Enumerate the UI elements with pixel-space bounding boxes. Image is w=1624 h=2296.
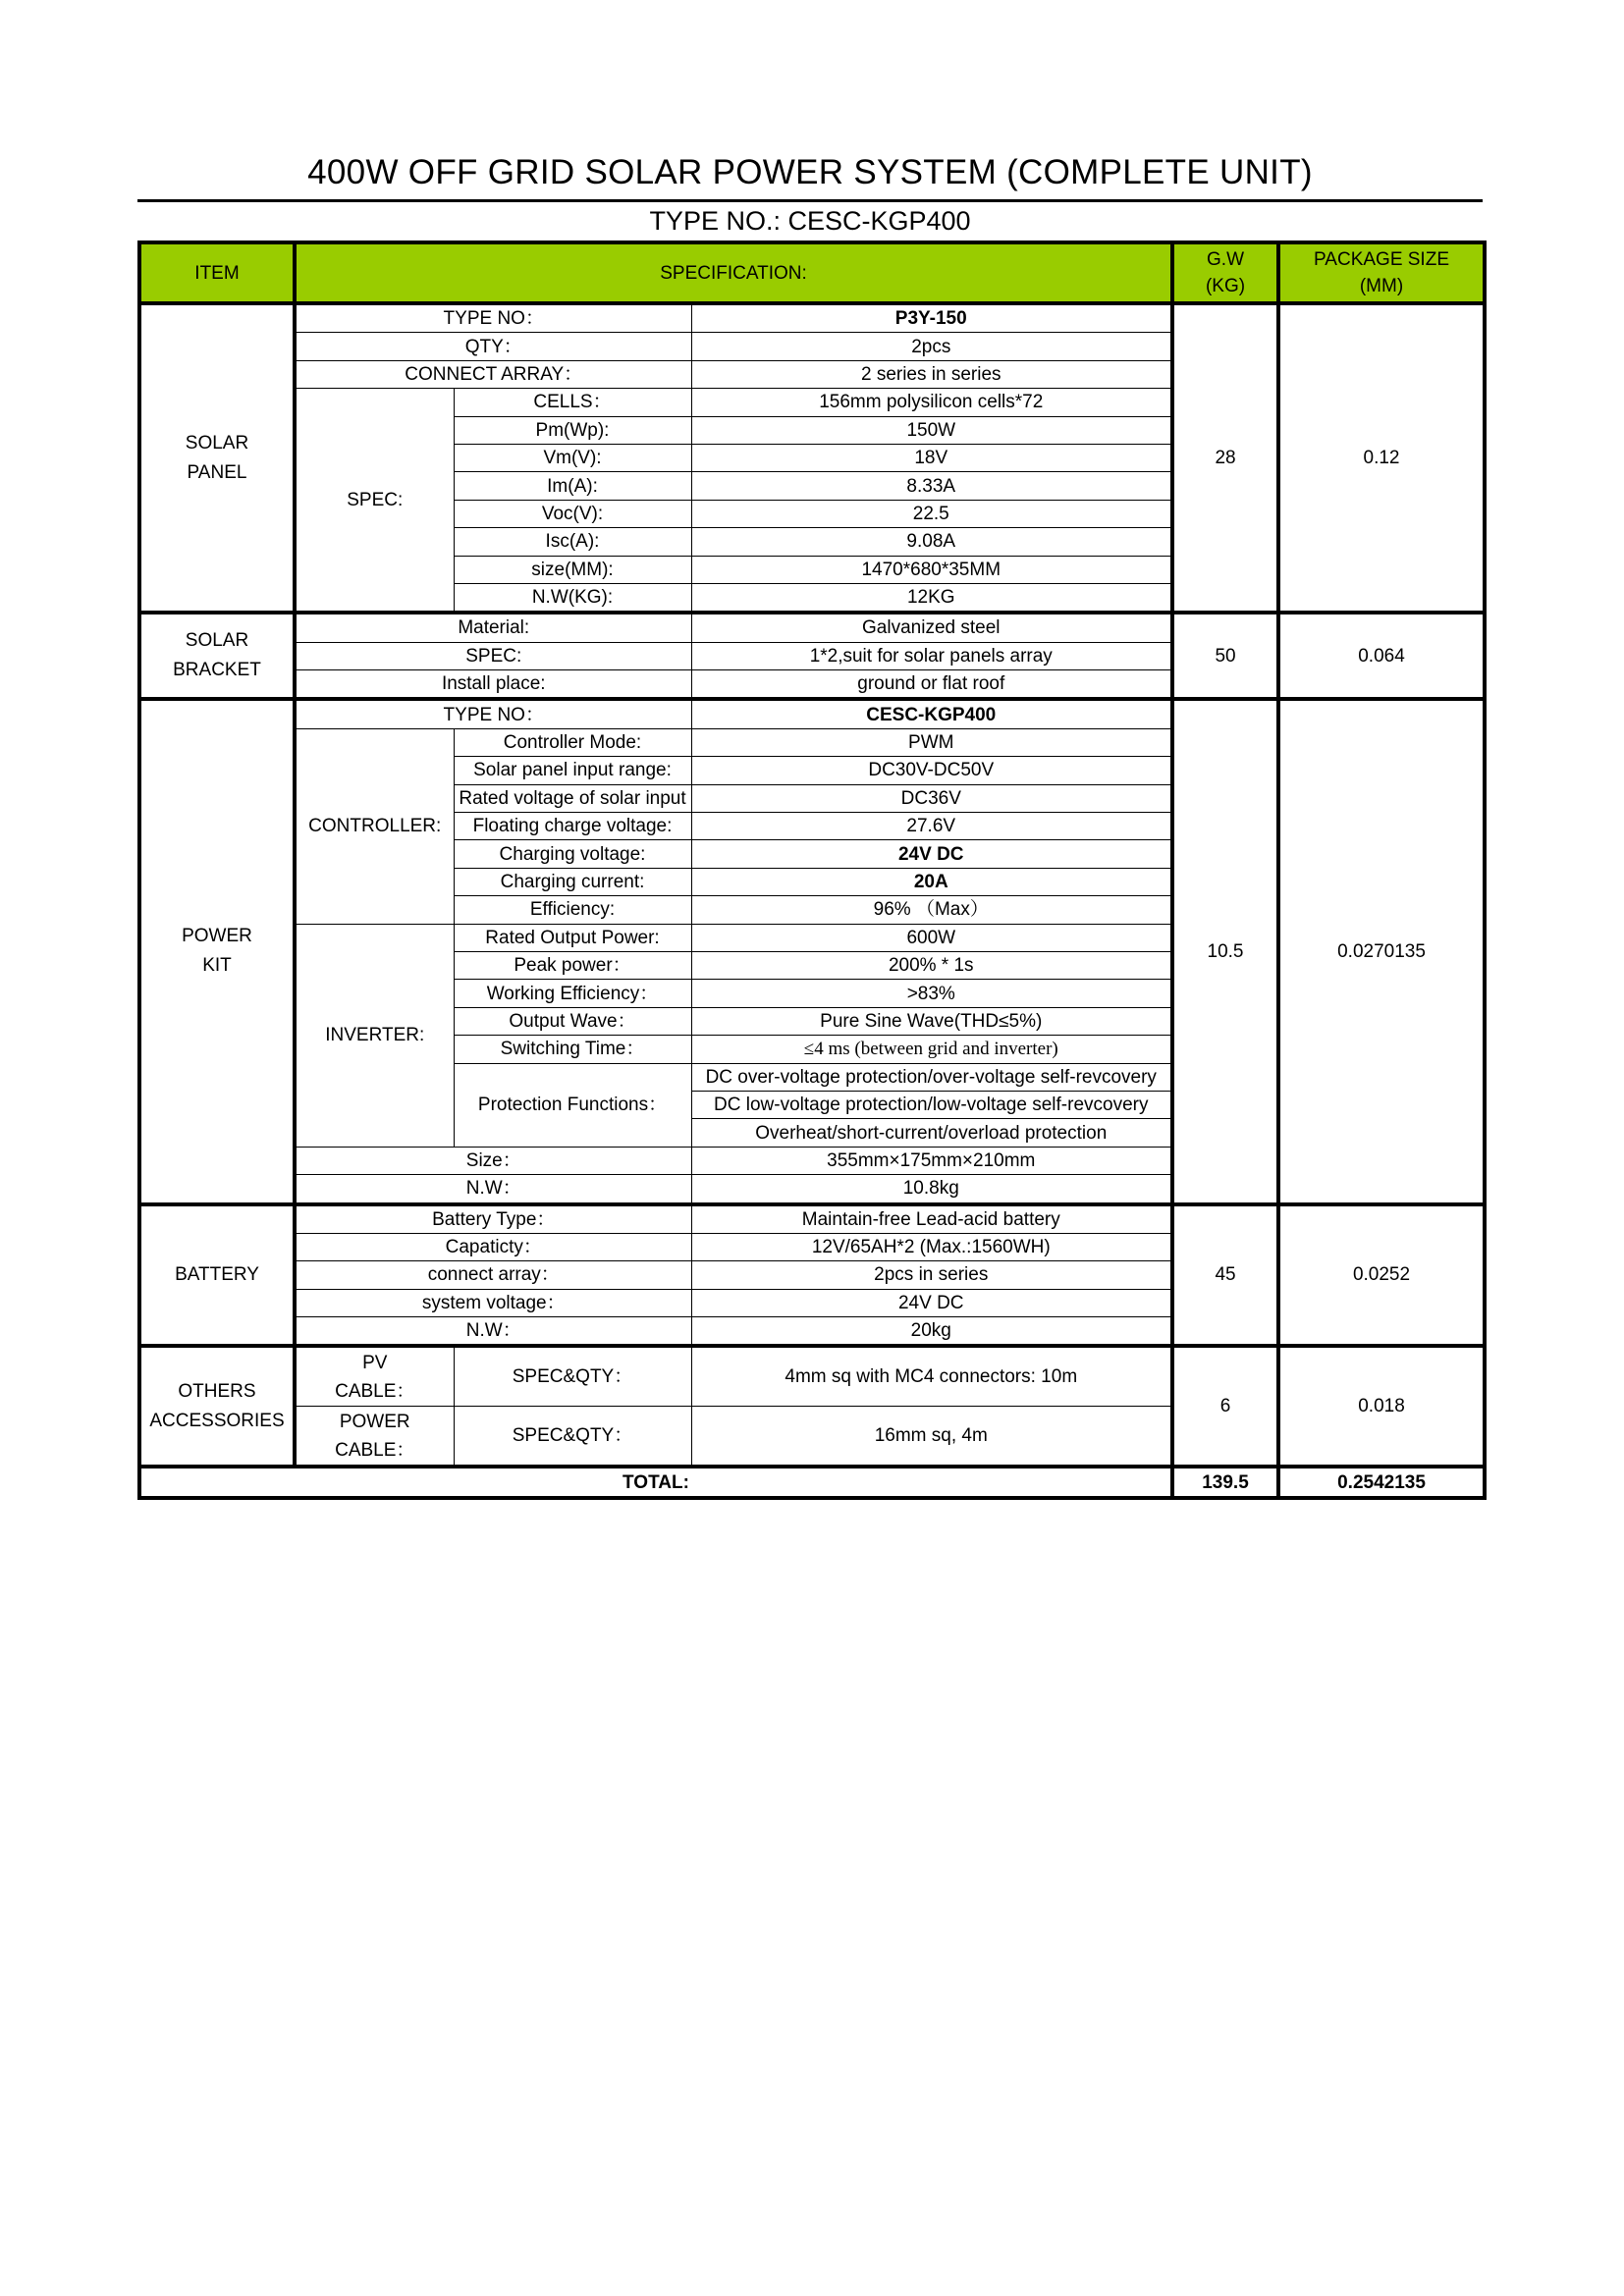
spec-value: 27.6V — [691, 813, 1172, 840]
spec-label: size(MM): — [454, 556, 691, 583]
spec-label: Voc(V): — [454, 500, 691, 527]
header-pkg-line2: (MM) — [1359, 276, 1404, 296]
spec-value: 200% * 1s — [691, 951, 1172, 979]
power-cable-label — [295, 1407, 454, 1468]
others-gross-weight: 6 — [1172, 1346, 1278, 1467]
spec-label: Switching Time： — [454, 1036, 691, 1063]
spec-label: system voltage： — [295, 1289, 691, 1316]
solar-panel-package-size: 0.12 — [1278, 303, 1485, 613]
spec-label: Solar panel input range: — [454, 757, 691, 784]
pv-cable-label — [295, 1346, 454, 1407]
total-label: TOTAL: — [139, 1467, 1172, 1498]
spec-label: Isc(A): — [454, 528, 691, 556]
spec-value: 12V/65AH*2 (Max.:1560WH) — [691, 1233, 1172, 1260]
header-package-size — [1278, 242, 1485, 303]
section-others-accessories — [139, 1346, 295, 1467]
solar-panel-spec-group: SPEC: — [295, 389, 454, 614]
spec-value: 1470*680*35MM — [691, 556, 1172, 583]
spec-value: 600W — [691, 924, 1172, 951]
spec-value: 2 series in series — [691, 360, 1172, 388]
spec-value: 156mm polysilicon cells*72 — [691, 389, 1172, 416]
spec-label: Capaticty： — [295, 1233, 691, 1260]
table-row — [139, 699, 1485, 728]
spec-label: Rated voltage of solar input — [454, 784, 691, 812]
solar-panel-label-line1: SOLAR — [185, 432, 249, 454]
spec-label: Working Efficiency： — [454, 980, 691, 1007]
spec-value: Overheat/short-current/overload protection — [691, 1119, 1172, 1147]
spec-label: Im(A): — [454, 472, 691, 500]
header-specification: SPECIFICATION: — [295, 242, 1172, 303]
spec-label: N.W(KG): — [454, 583, 691, 613]
others-label-line1: OTHERS — [178, 1380, 256, 1402]
table-row — [139, 1346, 1485, 1407]
spec-value: 1*2,suit for solar panels array — [691, 642, 1172, 669]
total-row — [139, 1467, 1485, 1498]
section-solar-panel — [139, 303, 295, 613]
specification-table — [137, 240, 1487, 1500]
spec-label: SPEC: — [295, 642, 691, 669]
table-row — [139, 303, 1485, 333]
table-row — [139, 1204, 1485, 1234]
spec-value: DC30V-DC50V — [691, 757, 1172, 784]
power-kit-label-line2: KIT — [202, 955, 232, 977]
spec-value: ≤4 ms (between grid and inverter) — [691, 1036, 1172, 1063]
others-label-line2: ACCESSORIES — [149, 1410, 285, 1431]
spec-label: Floating charge voltage: — [454, 813, 691, 840]
spec-value: 22.5 — [691, 500, 1172, 527]
type-number-subtitle: TYPE NO.: CESC-KGP400 — [649, 206, 971, 236]
power-kit-package-size: 0.0270135 — [1278, 699, 1485, 1203]
document-title: 400W OFF GRID SOLAR POWER SYSTEM (COMPLETE UNIT) — [307, 153, 1313, 191]
spec-label: N.W： — [295, 1175, 691, 1204]
section-battery: BATTERY — [139, 1204, 295, 1347]
header-pkg-line1: PACKAGE SIZE — [1314, 249, 1449, 270]
pv-cable-line2: CABLE： — [335, 1380, 415, 1402]
solar-bracket-package-size: 0.064 — [1278, 613, 1485, 699]
spec-value: 4mm sq with MC4 connectors: 10m — [691, 1346, 1172, 1407]
spec-value: CESC-KGP400 — [691, 699, 1172, 728]
spec-label: Charging current: — [454, 868, 691, 895]
spec-label: Material: — [295, 613, 691, 642]
spec-label: connect array： — [295, 1261, 691, 1289]
inverter-group: INVERTER: — [295, 924, 454, 1147]
spec-value: 96% （Max） — [691, 896, 1172, 924]
spec-label: CONNECT ARRAY： — [295, 360, 691, 388]
spec-value: Pure Sine Wave(THD≤5%) — [691, 1007, 1172, 1035]
spec-value: 20kg — [691, 1317, 1172, 1347]
solar-panel-label-line2: PANEL — [187, 461, 247, 483]
spec-label: Rated Output Power: — [454, 924, 691, 951]
spec-value: 24V DC — [691, 840, 1172, 868]
spec-label: Charging voltage: — [454, 840, 691, 868]
others-package-size: 0.018 — [1278, 1346, 1485, 1467]
spec-value: 150W — [691, 416, 1172, 444]
spec-value: 2pcs — [691, 333, 1172, 360]
spec-value: DC36V — [691, 784, 1172, 812]
spec-value: 2pcs in series — [691, 1261, 1172, 1289]
spec-label: QTY： — [295, 333, 691, 360]
spec-label: Peak power： — [454, 951, 691, 979]
spec-value: ground or flat roof — [691, 670, 1172, 700]
power-kit-gross-weight: 10.5 — [1172, 699, 1278, 1203]
spec-value: 16mm sq, 4m — [691, 1407, 1172, 1468]
spec-value: >83% — [691, 980, 1172, 1007]
spec-label: TYPE NO： — [295, 303, 691, 333]
section-solar-bracket: SOLAR BRACKET — [139, 613, 295, 699]
table-row — [139, 613, 1485, 642]
spec-label: N.W： — [295, 1317, 691, 1347]
header-gw-line2: (KG) — [1205, 276, 1246, 296]
battery-package-size: 0.0252 — [1278, 1204, 1485, 1347]
spec-value: 18V — [691, 444, 1172, 471]
spec-value: 10.8kg — [691, 1175, 1172, 1204]
spec-value: Maintain-free Lead-acid battery — [691, 1204, 1172, 1234]
power-kit-label-line1: POWER — [182, 926, 252, 947]
spec-label: SPEC&QTY： — [454, 1407, 691, 1468]
spec-value: 20A — [691, 868, 1172, 895]
header-item: ITEM — [139, 242, 295, 303]
spec-value: 9.08A — [691, 528, 1172, 556]
spec-label: Battery Type： — [295, 1204, 691, 1234]
header-gross-weight — [1172, 242, 1278, 303]
section-power-kit — [139, 699, 295, 1203]
spec-value: 8.33A — [691, 472, 1172, 500]
spec-value: 24V DC — [691, 1289, 1172, 1316]
power-cable-line1: POWER — [339, 1411, 410, 1432]
spec-value: 12KG — [691, 583, 1172, 613]
controller-group: CONTROLLER: — [295, 728, 454, 924]
pv-cable-line1: PV — [362, 1352, 388, 1373]
header-gw-line1: G.W — [1207, 249, 1245, 270]
power-cable-line2: CABLE： — [335, 1439, 415, 1461]
spec-label: Output Wave： — [454, 1007, 691, 1035]
spec-label: Size： — [295, 1147, 691, 1174]
spec-label: Efficiency: — [454, 896, 691, 924]
spec-label: CELLS： — [454, 389, 691, 416]
spec-label: Controller Mode: — [454, 728, 691, 756]
total-package-size: 0.2542135 — [1278, 1467, 1485, 1498]
spec-value: Galvanized steel — [691, 613, 1172, 642]
spec-value: PWM — [691, 728, 1172, 756]
solar-bracket-gross-weight: 50 — [1172, 613, 1278, 699]
spec-value: P3Y-150 — [691, 303, 1172, 333]
protection-functions-label: Protection Functions： — [454, 1063, 691, 1147]
spec-label: Vm(V): — [454, 444, 691, 471]
spec-value: DC low-voltage protection/low-voltage self-revcovery — [691, 1091, 1172, 1118]
spec-label: Pm(Wp): — [454, 416, 691, 444]
spec-label: TYPE NO： — [295, 699, 691, 728]
table-header-row — [139, 242, 1485, 303]
spec-value: DC over-voltage protection/over-voltage self-revcovery — [691, 1063, 1172, 1091]
total-gross-weight: 139.5 — [1172, 1467, 1278, 1498]
spec-value: 355mm×175mm×210mm — [691, 1147, 1172, 1174]
battery-gross-weight: 45 — [1172, 1204, 1278, 1347]
spec-label: SPEC&QTY： — [454, 1346, 691, 1407]
solar-panel-gross-weight: 28 — [1172, 303, 1278, 613]
spec-label: Install place: — [295, 670, 691, 700]
